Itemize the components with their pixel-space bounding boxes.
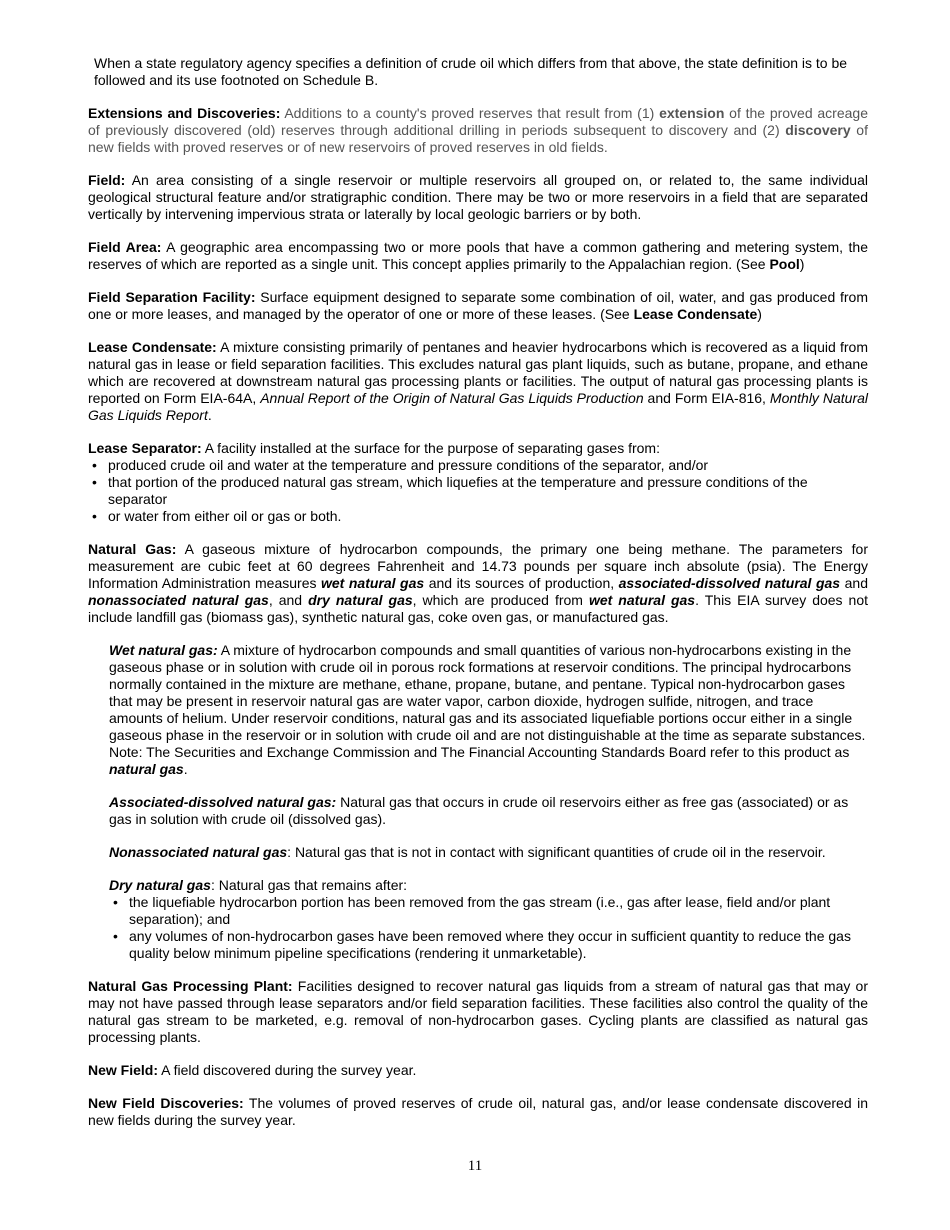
def-field: Field: An area consisting of a single reservoir or multiple reservoirs all grouped on, or related to, the same individual geological structural feature and/or stratigraphic condition. There may be two or more reservoirs in a field that are separated vertically by intervening impervious strata or laterally by local geologic barriers or by both. xyxy=(88,172,868,222)
term-label: Extensions and Discoveries: xyxy=(88,105,281,121)
def-field-separation-facility: Field Separation Facility: Surface equipment designed to separate some combination of oil, water, and gas produced from one or more leases, and managed by the operator of one or more of these leases. (See Lease Condensate) xyxy=(88,289,869,322)
page-number: 11 xyxy=(467,1158,483,1174)
term-label: Field: xyxy=(88,172,126,188)
natural-gas-subdefinitions xyxy=(109,642,868,962)
term-label: Natural Gas Processing Plant: xyxy=(88,978,293,994)
term-label: Natural Gas: xyxy=(88,541,177,557)
def-associated-dissolved: Associated-dissolved natural gas: Natural gas that occurs in crude oil reservoirs either as free gas (associated) or as gas in solution with crude oil (dissolved gas). xyxy=(109,794,849,827)
form-title: Monthly Natural Gas Liquids Report xyxy=(88,390,869,423)
term-label: Wet natural gas: xyxy=(109,642,218,658)
def-dry-natural-gas: Dry natural gas: Natural gas that remains after: xyxy=(109,877,408,893)
def-natural-gas-processing-plant: Natural Gas Processing Plant: Facilities designed to recover natural gas liquids from a stream of natural gas that may or may not have passed through lease separators and/or field separation facilities. These facilities also control the quality of the natural gas stream to be marketed, e.g. removal of non-hydrocarbon gases. Cycling plants are classified as natural gas processing plants. xyxy=(88,978,868,1045)
def-new-field-discoveries: New Field Discoveries: The volumes of proved reserves of crude oil, natural gas, and/or lease condensate discovered in new fields during the survey year. xyxy=(88,1095,868,1128)
list-item: • or water from either oil or gas or both. xyxy=(108,508,868,525)
term-label: Dry natural gas xyxy=(109,877,211,893)
document-page xyxy=(88,55,868,1129)
lease-separator-list xyxy=(88,457,868,525)
intro-paragraph: When a state regulatory agency specifies a definition of crude oil which differs from that above, the state definition is to be followed and its use footnoted on Schedule B. xyxy=(94,55,848,88)
def-lease-separator: Lease Separator: A facility installed at the surface for the purpose of separating gases from: xyxy=(88,440,660,456)
term-label: Lease Separator: xyxy=(88,440,202,456)
def-nonassociated: Nonassociated natural gas: Natural gas that is not in contact with significant quantities of crude oil in the reservoir. xyxy=(109,844,826,860)
list-item: • that portion of the produced natural gas stream, which liquefies at the temperature and pressure conditions of the separator xyxy=(108,474,868,508)
def-extensions-discoveries: Extensions and Discoveries: Additions to a county's proved reserves that result from (1) extension of the proved acreage of previously discovered (old) reserves through additional drilling in periods subsequent to discovery and (2) discovery of new fields with proved reserves or of new reservoirs of proved reserves in old fields. xyxy=(88,105,868,155)
cross-reference: Lease Condensate xyxy=(633,306,758,322)
term-label: New Field: xyxy=(88,1062,159,1078)
term-label: Field Area: xyxy=(88,239,162,255)
def-wet-natural-gas: Wet natural gas: A mixture of hydrocarbon compounds and small quantities of various non-hydrocarbons existing in the gaseous phase or in solution with crude oil in porous rock formations at reservoir conditions. The principal hydrocarbons normally contained in the mixture are methane, ethane, propane, butane, and pentane. Typical non-hydrocarbon gases that may be present in reservoir natural gas are water vapor, carbon dioxide, hydrogen sulfide, nitrogen, and trace amounts of helium. Under reservoir conditions, natural gas and its associated liquefiable portions occur either in a single gaseous phase in the reservoir or in solution with crude oil and are not distinguishable at the time as separate substances. Note: The Securities and Exchange Commission and The Financial Accounting Standards Board refer to this product as natural gas. xyxy=(109,642,866,777)
list-item: • produced crude oil and water at the temperature and pressure conditions of the separator, and/or xyxy=(108,457,868,474)
term-label: Lease Condensate: xyxy=(88,339,217,355)
list-item: • the liquefiable hydrocarbon portion has been removed from the gas stream (i.e., gas after lease, field and/or plant separation); and xyxy=(129,894,868,928)
list-item: • any volumes of non-hydrocarbon gases have been removed where they occur in sufficient quantity to reduce the gas quality below minimum pipeline specifications (rendering it unmarketable). xyxy=(129,928,868,962)
def-new-field: New Field: A field discovered during the survey year. xyxy=(88,1062,417,1078)
term-label: New Field Discoveries: xyxy=(88,1095,244,1111)
def-field-area: Field Area: A geographic area encompassing two or more pools that have a common gathering and metering system, the reserves of which are reported as a single unit. This concept applies primarily to the Appalachian region. (See Pool) xyxy=(88,239,868,272)
term-label: Associated-dissolved natural gas: xyxy=(109,794,337,810)
def-lease-condensate: Lease Condensate: A mixture consisting primarily of pentanes and heavier hydrocarbons which is recovered as a liquid from natural gas in lease or field separation facilities. This excludes natural gas plant liquids, such as butane, propane, and ethane which are recovered at downstream natural gas processing plants or facilities. The output of natural gas processing plants is reported on Form EIA-64A, Annual Report of the Origin of Natural Gas Liquids Production and Form EIA-816, Monthly Natural Gas Liquids Report. xyxy=(88,339,869,423)
dry-gas-list xyxy=(109,894,868,962)
term-label: Field Separation Facility: xyxy=(88,289,256,305)
cross-reference: Pool xyxy=(769,256,800,272)
term-label: Nonassociated natural gas xyxy=(109,844,288,860)
form-title: Annual Report of the Origin of Natural Gas Liquids Production xyxy=(260,390,644,406)
def-natural-gas: Natural Gas: A gaseous mixture of hydrocarbon compounds, the primary one being methane. The parameters for measurement are cubic feet at 60 degrees Fahrenheit and 14.73 pounds per square inch absolute (psia). The Energy Information Administration measures wet natural gas and its sources of production, associated-dissolved natural gas and nonassociated natural gas, and dry natural gas, which are produced from wet natural gas. This EIA survey does not include landfill gas (biomass gas), synthetic natural gas, coke oven gas, or manufactured gas. xyxy=(88,541,869,625)
